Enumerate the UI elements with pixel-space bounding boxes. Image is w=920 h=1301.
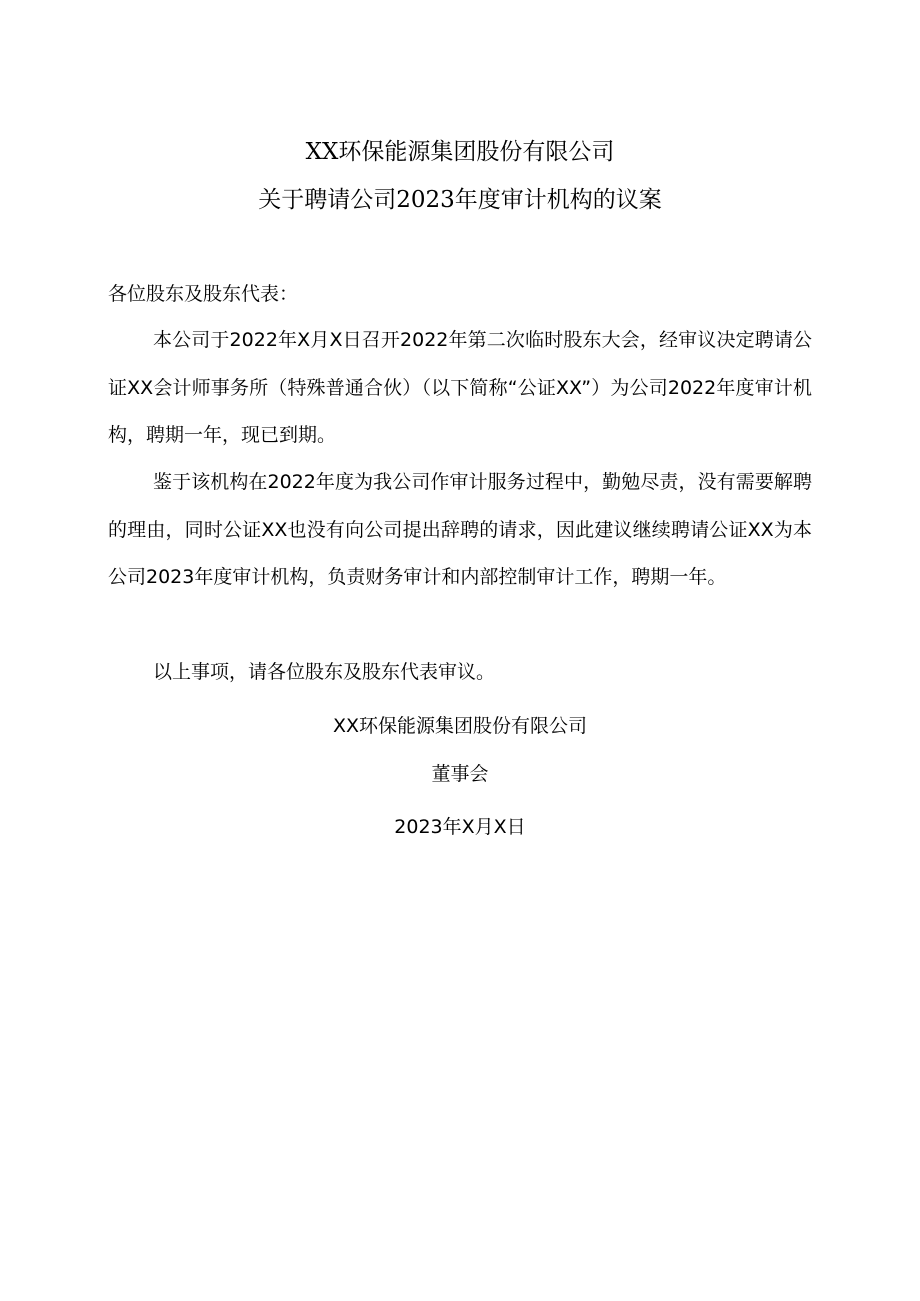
salutation: 各位股东及股东代表： (108, 283, 299, 305)
paragraph-proposal: 鉴于该机构在2022年度为我公司作审计服务过程中，勤勉尽责，没有需要解聘的理由，同时公证XX也没有向公司提出辞聘的请求，因此建议继续聘请公证XX为本公司2023年度审计机构，负责财务审计和内部控制审计工作，聘期一年。 (108, 471, 812, 588)
document-title-subject: 关于聘请公司2023年度审计机构的议案 (258, 187, 662, 213)
signature-board: 董事会 (431, 763, 489, 785)
document-title-company: XX环保能源集团股份有限公司 (305, 139, 615, 165)
signature-date: 2023年X月X日 (394, 816, 526, 838)
paragraph-request: 以上事项，请各位股东及股东代表审议。 (153, 661, 496, 683)
signature-company: XX环保能源集团股份有限公司 (332, 715, 588, 737)
paragraph-background: 本公司于2022年X月X日召开2022年第二次临时股东大会，经审议决定聘请公证XX会计师事务所（特殊普通合伙）（以下简称“公证XX”）为公司2022年度审计机构，聘期一年，现已到期。 (108, 329, 812, 446)
